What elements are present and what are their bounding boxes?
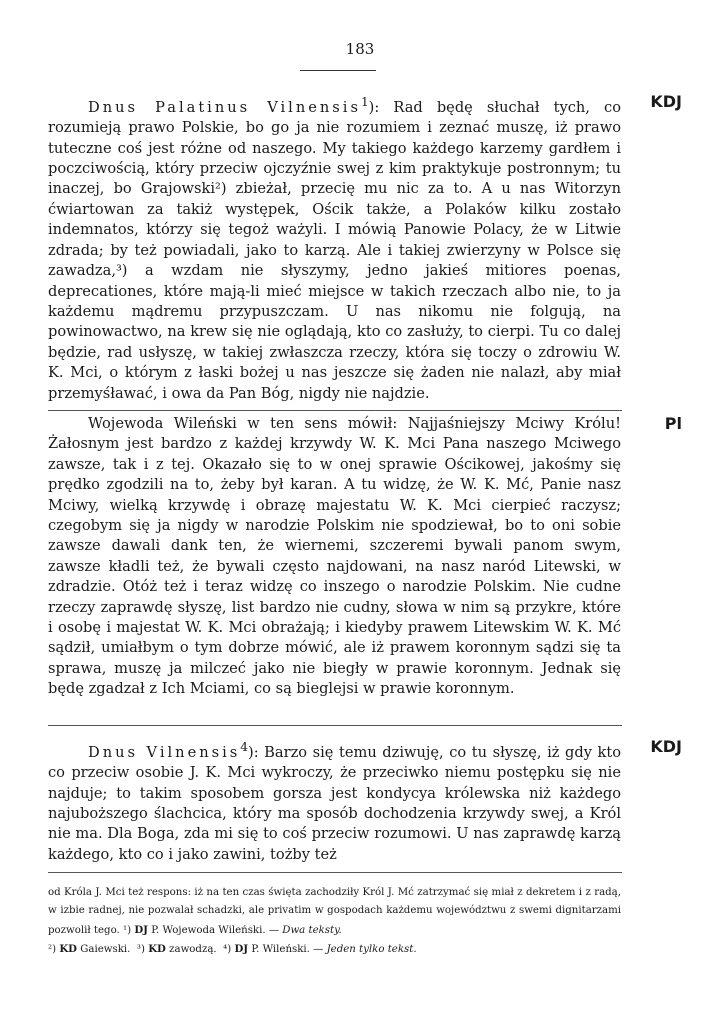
footnote-2-text: Gaiewski. <box>80 943 131 955</box>
footnote-divider <box>48 872 622 873</box>
footnote-4-note: Jeden tylko tekst. <box>326 943 417 955</box>
footnote-3-text: zawodzą. <box>169 943 217 955</box>
footnote-2-number: ²) <box>48 943 57 955</box>
footnote-3-source: KD <box>148 942 166 955</box>
page-number: 183 <box>345 40 375 58</box>
section-divider <box>48 410 622 411</box>
footnote-1-source: DJ <box>134 923 148 936</box>
footnotes <box>48 884 621 959</box>
paragraph-vilnensis <box>48 737 621 865</box>
paragraph-wojewoda <box>48 414 621 700</box>
footnote-4-number: ⁴) <box>223 943 232 955</box>
footnote-3-number: ³) <box>136 943 145 955</box>
section-divider <box>48 725 622 726</box>
footnote-ref: 1 <box>360 95 369 109</box>
footnote-2-source: KD <box>59 942 78 955</box>
footnote-ref: 4 <box>240 740 248 754</box>
paragraph-palatinus <box>48 92 621 404</box>
footnote-1-number: ¹) <box>123 924 132 936</box>
footnote-1-note: Dwa teksty. <box>282 924 342 936</box>
footnote-1-text: P. Wojewoda Wileński. — <box>151 924 280 936</box>
paragraph-text: ): Barzo się temu dziwuję, co tu słyszę, iż gdy kto co przeciw osobie J. K. Mci wykroczy, że przeciwko niemu postępku się nie najduje; to takim sposobem gorsza jest kondycya królewska niż każdego najuboższego ślachcica, który ma sposób dochodzenia krzywdy swej, a Król nie ma. Dla Boga, zda mi się to coś przeciw rozumowi. U nas zaprawdę karzą każdego, kto co i jako zawini, tożby też <box>48 743 622 863</box>
footnote-4-source: DJ <box>234 942 249 955</box>
header-rule <box>300 70 376 71</box>
paragraph-text: ): Rad będę słuchał tych, co rozumieją prawo Polskie, bo go ja nie rozumiem i zeznać muszę, iż prawo tuteczne coś jest różne od naszego. My takiego każdego karzemy gardłem i poczciwością, który przeciw ojczyźnie swej z kim praktykuje postronnym; tu inaczej, bo Grajowski²) zbieżał, przecię mu nic za to. A u nas Witorzyn ćwiartowan za takiż występek, Ościk także, a Polaków kilku zostało indemnatos, którzy się tegoż ważyli. I mówią Panowie Polacy, że w Litwie zdrada; by też powiadali, jako to karzą. Ale i takiej zwierzyny w Polsce się zawadza,³) a wzdam nie słyszymy, jedno jakieś mitiores poenas, deprecationes, które mają-li mieć miejsce w takich rzeczach albo nie, to ja każdemu mądremu przypuszczam. U nas nikomu nie folgują, na powinowactwo, na krew się nie oglądają, kto co zasłuży, to cierpi. Tu co dalej będzie, rad usłyszę, w takiej zwłaszcza rzeczy, która się toczy o zdrowiu W. K. Mci, o którym z łaski bożej u nas jeszcze się żaden nie nalazł, aby miał przemyśławać, i owa da Pan Bóg, nigdy nie najdzie. <box>48 98 621 402</box>
footnote-4-text: P. Wileński. — <box>251 943 324 955</box>
footnote-continuation: od Króla J. Mci też respons: iż na ten czas święta zachodziły Król J. Mć zatrzymać się miał z dekretem i z radą, w izbie radnej, nie pozwalał schadzki, ale privatim w gospodach każdemu województwu z swemi dignitarzami pozwolił tego. <box>48 887 621 936</box>
paragraph-text: Wojewoda Wileński w ten sens mówił: Najjaśniejszy Mciwy Królu! Żałosnym jest bardzo z każdej krzywdy W. K. Mci Pana naszego Mciwego zawsze, tak i z tej. Okazało się to w onej sprawie Ościkowej, jakośmy się prędko zgodzili na to, żeby był karan. A tu widzę, że W. K. Mć, Panie nasz Mciwy, wielką krzywdę i obrazę majestatu W. K. Mci cierpieć raczysz; czegobym się ja nigdy w narodzie Polskim nie spodziewał, bo to oni sobie zawsze dawali dank ten, że wiernemi, szczeremi bywali panom swym, zawsze kładli też, że bywali często najdowani, na nasz naród Litewski, w zdradzie. Otóż też i teraz widzę co inszego o narodzie Polskim. Nie cudne rzeczy zaprawdę słyszę, list bardzo nie cudny, słowa w nim są przykre, które i osobę i majestat W. K. Mci obrażają; i kiedyby prawem Litewskim W. K. Mć sądził, umiałbym o tym dobrze mówić, ale iż prawem koronnym sądzi się ta sprawa, muszę ja milczeć jako nie biegły w prawie koronnym. Jednak się będę zgadzał z Ich Mciami, co są bieglejsi w prawie koronnym. <box>48 415 621 698</box>
source-marker: Pl <box>664 414 682 433</box>
speaker-name: Dnus Palatinus Vilnensis <box>88 98 361 116</box>
source-marker: KDJ <box>650 737 682 756</box>
source-marker: KDJ <box>650 92 682 111</box>
speaker-name: Dnus Vilnensis <box>88 743 241 761</box>
